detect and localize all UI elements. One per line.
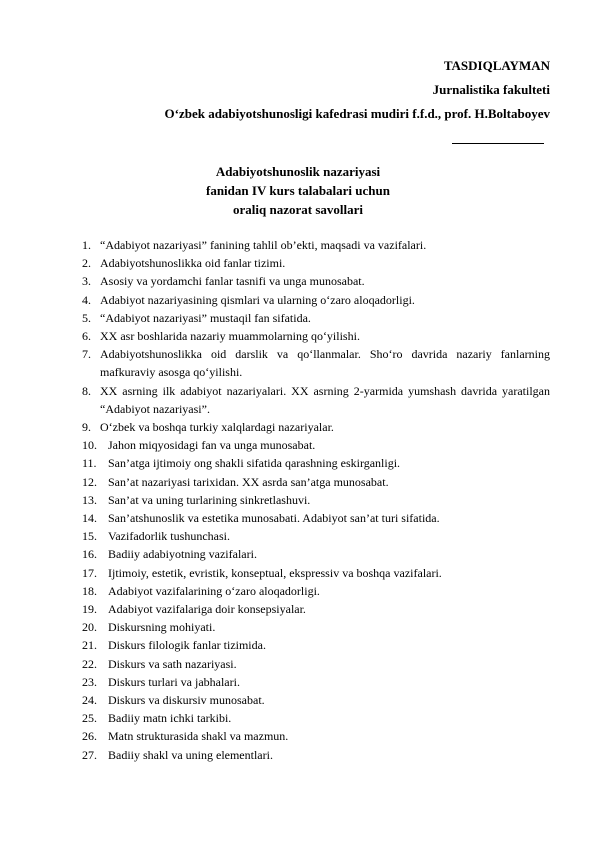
question-item — [82, 236, 550, 254]
approval-faculty: Jurnalistika fakulteti — [432, 82, 550, 97]
question-item — [82, 309, 550, 327]
question-text: Badiiy shakl va uning elementlari. — [108, 747, 273, 762]
question-number: 23. — [82, 674, 97, 689]
question-item — [82, 709, 550, 727]
question-item — [82, 473, 550, 491]
question-text: Adabiyot vazifalarining o‘zaro aloqadorligi. — [108, 583, 320, 598]
question-text: Diskurs filologik fanlar tizimida. — [108, 638, 266, 653]
question-item — [82, 345, 550, 381]
question-text: San’at va uning turlarining sinkretlashuvi. — [108, 492, 311, 507]
question-item — [82, 491, 550, 509]
question-number: 13. — [82, 492, 97, 507]
question-number: 5. — [82, 310, 91, 325]
question-text: San’atga ijtimoiy ong shakli sifatida qarashning eskirganligi. — [108, 456, 401, 471]
question-number: 11. — [82, 456, 97, 471]
question-number: 3. — [82, 274, 91, 289]
question-item — [82, 272, 550, 290]
question-item — [82, 545, 550, 563]
approval-head-of-department: O‘zbek adabiyotshunosligi kafedrasi mudiri f.f.d., prof. H.Boltaboyev — [164, 106, 550, 121]
question-number: 4. — [82, 292, 91, 307]
question-text: San’at nazariyasi tarixidan. XX asrda san’atga munosabat. — [108, 474, 389, 489]
question-text: Vazifadorlik tushunchasi. — [108, 529, 230, 544]
question-text: Jahon miqyosidagi fan va unga munosabat. — [108, 438, 316, 453]
question-text: XX asrning ilk adabiyot nazariyalari. XX asrning 2-yarmida yumshash davrida yaratilgan “Adabiyot nazariyasi”. — [100, 383, 550, 416]
question-number: 1. — [82, 238, 91, 252]
document-title-line-2: fanidan IV kurs talabalari uchun — [206, 183, 390, 198]
question-number: 22. — [82, 656, 97, 671]
question-item — [82, 691, 550, 709]
question-number: 19. — [82, 602, 97, 617]
question-item — [82, 727, 550, 745]
question-text: “Adabiyot nazariyasi” fanining tahlil ob’ekti, maqsadi va vazifalari. — [100, 238, 427, 252]
question-item — [82, 436, 550, 454]
question-number: 21. — [82, 638, 97, 653]
question-text: Diskurs turlari va jabhalari. — [108, 674, 240, 689]
question-text: Ijtimoiy, estetik, evristik, konseptual, ekspressiv va boshqa vazifalari. — [108, 565, 442, 580]
question-item — [82, 291, 550, 309]
question-number: 12. — [82, 474, 97, 489]
question-item — [82, 509, 550, 527]
question-text: Adabiyotshunoslikka oid darslik va qo‘llanmalar. Sho‘ro davrida nazariy fanlarning mafkuraviy asosga qo‘yilishi. — [100, 347, 550, 380]
question-text: Diskurs va diskursiv munosabat. — [108, 693, 265, 708]
question-number: 7. — [82, 347, 91, 362]
question-number: 27. — [82, 747, 97, 762]
question-number: 14. — [82, 511, 97, 526]
question-item — [82, 618, 550, 636]
question-item — [82, 254, 550, 272]
question-item — [82, 600, 550, 618]
question-text: Badiiy adabiyotning vazifalari. — [108, 547, 257, 562]
question-number: 26. — [82, 729, 97, 744]
question-number: 6. — [82, 329, 91, 344]
question-text: Diskurs va sath nazariyasi. — [108, 656, 237, 671]
question-number: 20. — [82, 620, 97, 635]
question-number: 10. — [82, 438, 97, 453]
question-number: 25. — [82, 711, 97, 726]
question-text: Adabiyot nazariyasining qismlari va ularning o‘zaro aloqadorligi. — [100, 292, 415, 307]
question-item — [82, 418, 550, 436]
question-number: 9. — [82, 420, 91, 435]
question-number: 16. — [82, 547, 97, 562]
question-text: O‘zbek va boshqa turkiy xalqlardagi nazariyalar. — [100, 420, 334, 435]
question-item — [82, 655, 550, 673]
question-item — [82, 636, 550, 654]
question-list — [82, 236, 550, 764]
question-text: San’atshunoslik va estetika munosabati. Adabiyot san’at turi sifatida. — [108, 511, 440, 526]
question-item — [82, 454, 550, 472]
question-item — [82, 382, 550, 418]
approval-heading: TASDIQLAYMAN — [443, 58, 550, 73]
question-text: Adabiyot vazifalariga doir konsepsiyalar. — [108, 602, 306, 617]
question-item — [82, 673, 550, 691]
signature-line — [452, 143, 544, 144]
question-item — [82, 746, 550, 764]
question-number: 17. — [82, 565, 97, 580]
question-item — [82, 582, 550, 600]
question-text: XX asr boshlarida nazariy muammolarning qo‘yilishi. — [100, 329, 360, 344]
question-item — [82, 327, 550, 345]
question-text: Asosiy va yordamchi fanlar tasnifi va unga munosabat. — [100, 274, 365, 289]
question-item — [82, 527, 550, 545]
question-number: 8. — [82, 383, 91, 398]
question-text: Adabiyotshunoslikka oid fanlar tizimi. — [100, 256, 286, 271]
question-number: 15. — [82, 529, 97, 544]
document-title-line-3: oraliq nazorat savollari — [233, 202, 363, 217]
question-number: 18. — [82, 583, 97, 598]
question-item — [82, 564, 550, 582]
question-number: 24. — [82, 693, 97, 708]
question-text: Diskursning mohiyati. — [108, 620, 216, 635]
question-text: Matn strukturasida shakl va mazmun. — [108, 729, 289, 744]
question-text: “Adabiyot nazariyasi” mustaqil fan sifatida. — [100, 310, 311, 325]
question-number: 2. — [82, 256, 91, 271]
document-title-line-1: Adabiyotshunoslik nazariyasi — [215, 164, 381, 179]
question-text: Badiiy matn ichki tarkibi. — [108, 711, 232, 726]
